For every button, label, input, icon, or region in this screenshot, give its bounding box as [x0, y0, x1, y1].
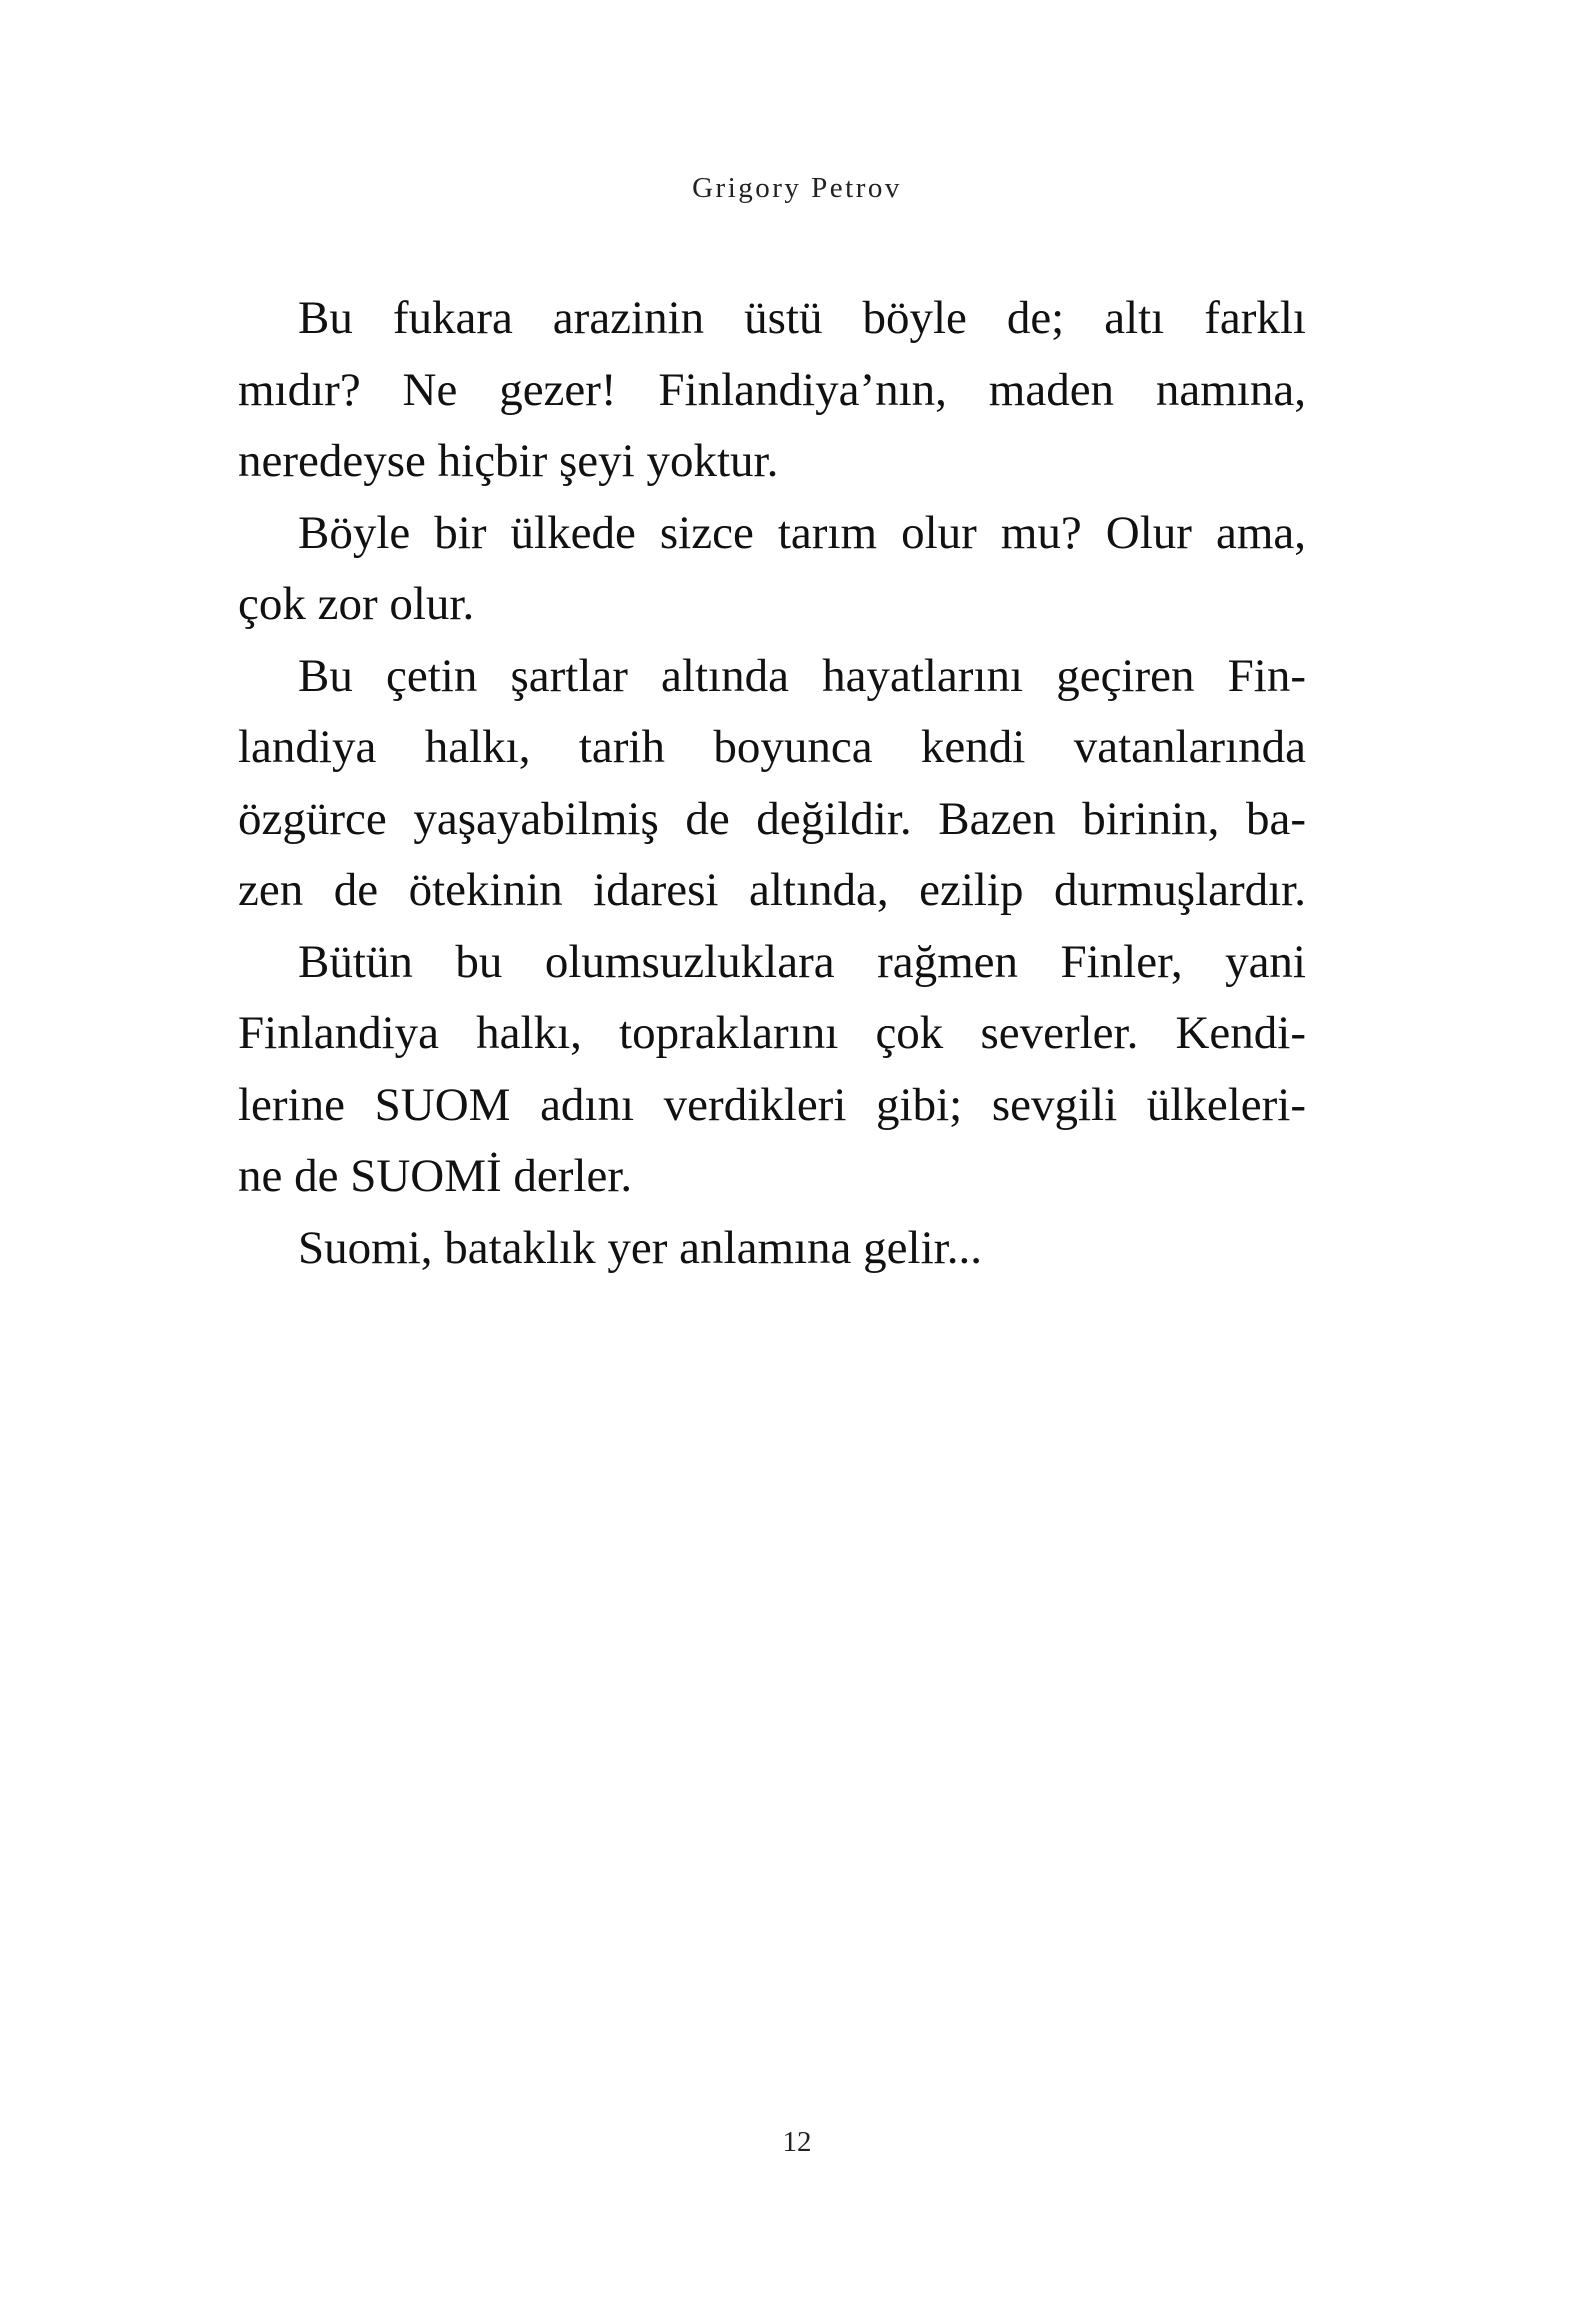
- text-line: zen de ötekinin idaresi altında, ezilip durmuşlardır.: [238, 864, 1306, 916]
- text-line: landiya halkı, tarih boyunca kendi vatanlarında: [238, 721, 1306, 773]
- text-line: Suomi, bataklık yer anlamına gelir...: [298, 1221, 982, 1274]
- text-line: çok zor olur.: [238, 578, 475, 630]
- page-number: 12: [782, 2126, 812, 2158]
- text-line: özgürce yaşayabilmiş de değildir. Bazen birinin, ba-: [238, 792, 1306, 845]
- body-text: [238, 283, 1306, 1284]
- text-line: Bu çetin şartlar altında hayatlarını geçiren Fin-: [298, 649, 1306, 702]
- text-line: Bu fukara arazinin üstü böyle de; altı farklı: [298, 292, 1306, 344]
- text-line: Böyle bir ülkede sizce tarım olur mu? Olur ama,: [298, 506, 1306, 559]
- text-line: mıdır? Ne gezer! Finlandiya’nın, maden namına,: [238, 363, 1306, 416]
- running-header: Grigory Petrov: [692, 172, 902, 204]
- text-line: neredeyse hiçbir şeyi yoktur.: [238, 435, 779, 487]
- text-line: ne de SUOMİ derler.: [238, 1150, 633, 1202]
- text-line: lerine SUOM adını verdikleri gibi; sevgili ülkeleri-: [238, 1078, 1306, 1131]
- text-line: Bütün bu olumsuzluklara rağmen Finler, yani: [298, 935, 1306, 988]
- text-line: Finlandiya halkı, topraklarını çok severler. Kendi-: [238, 1007, 1306, 1059]
